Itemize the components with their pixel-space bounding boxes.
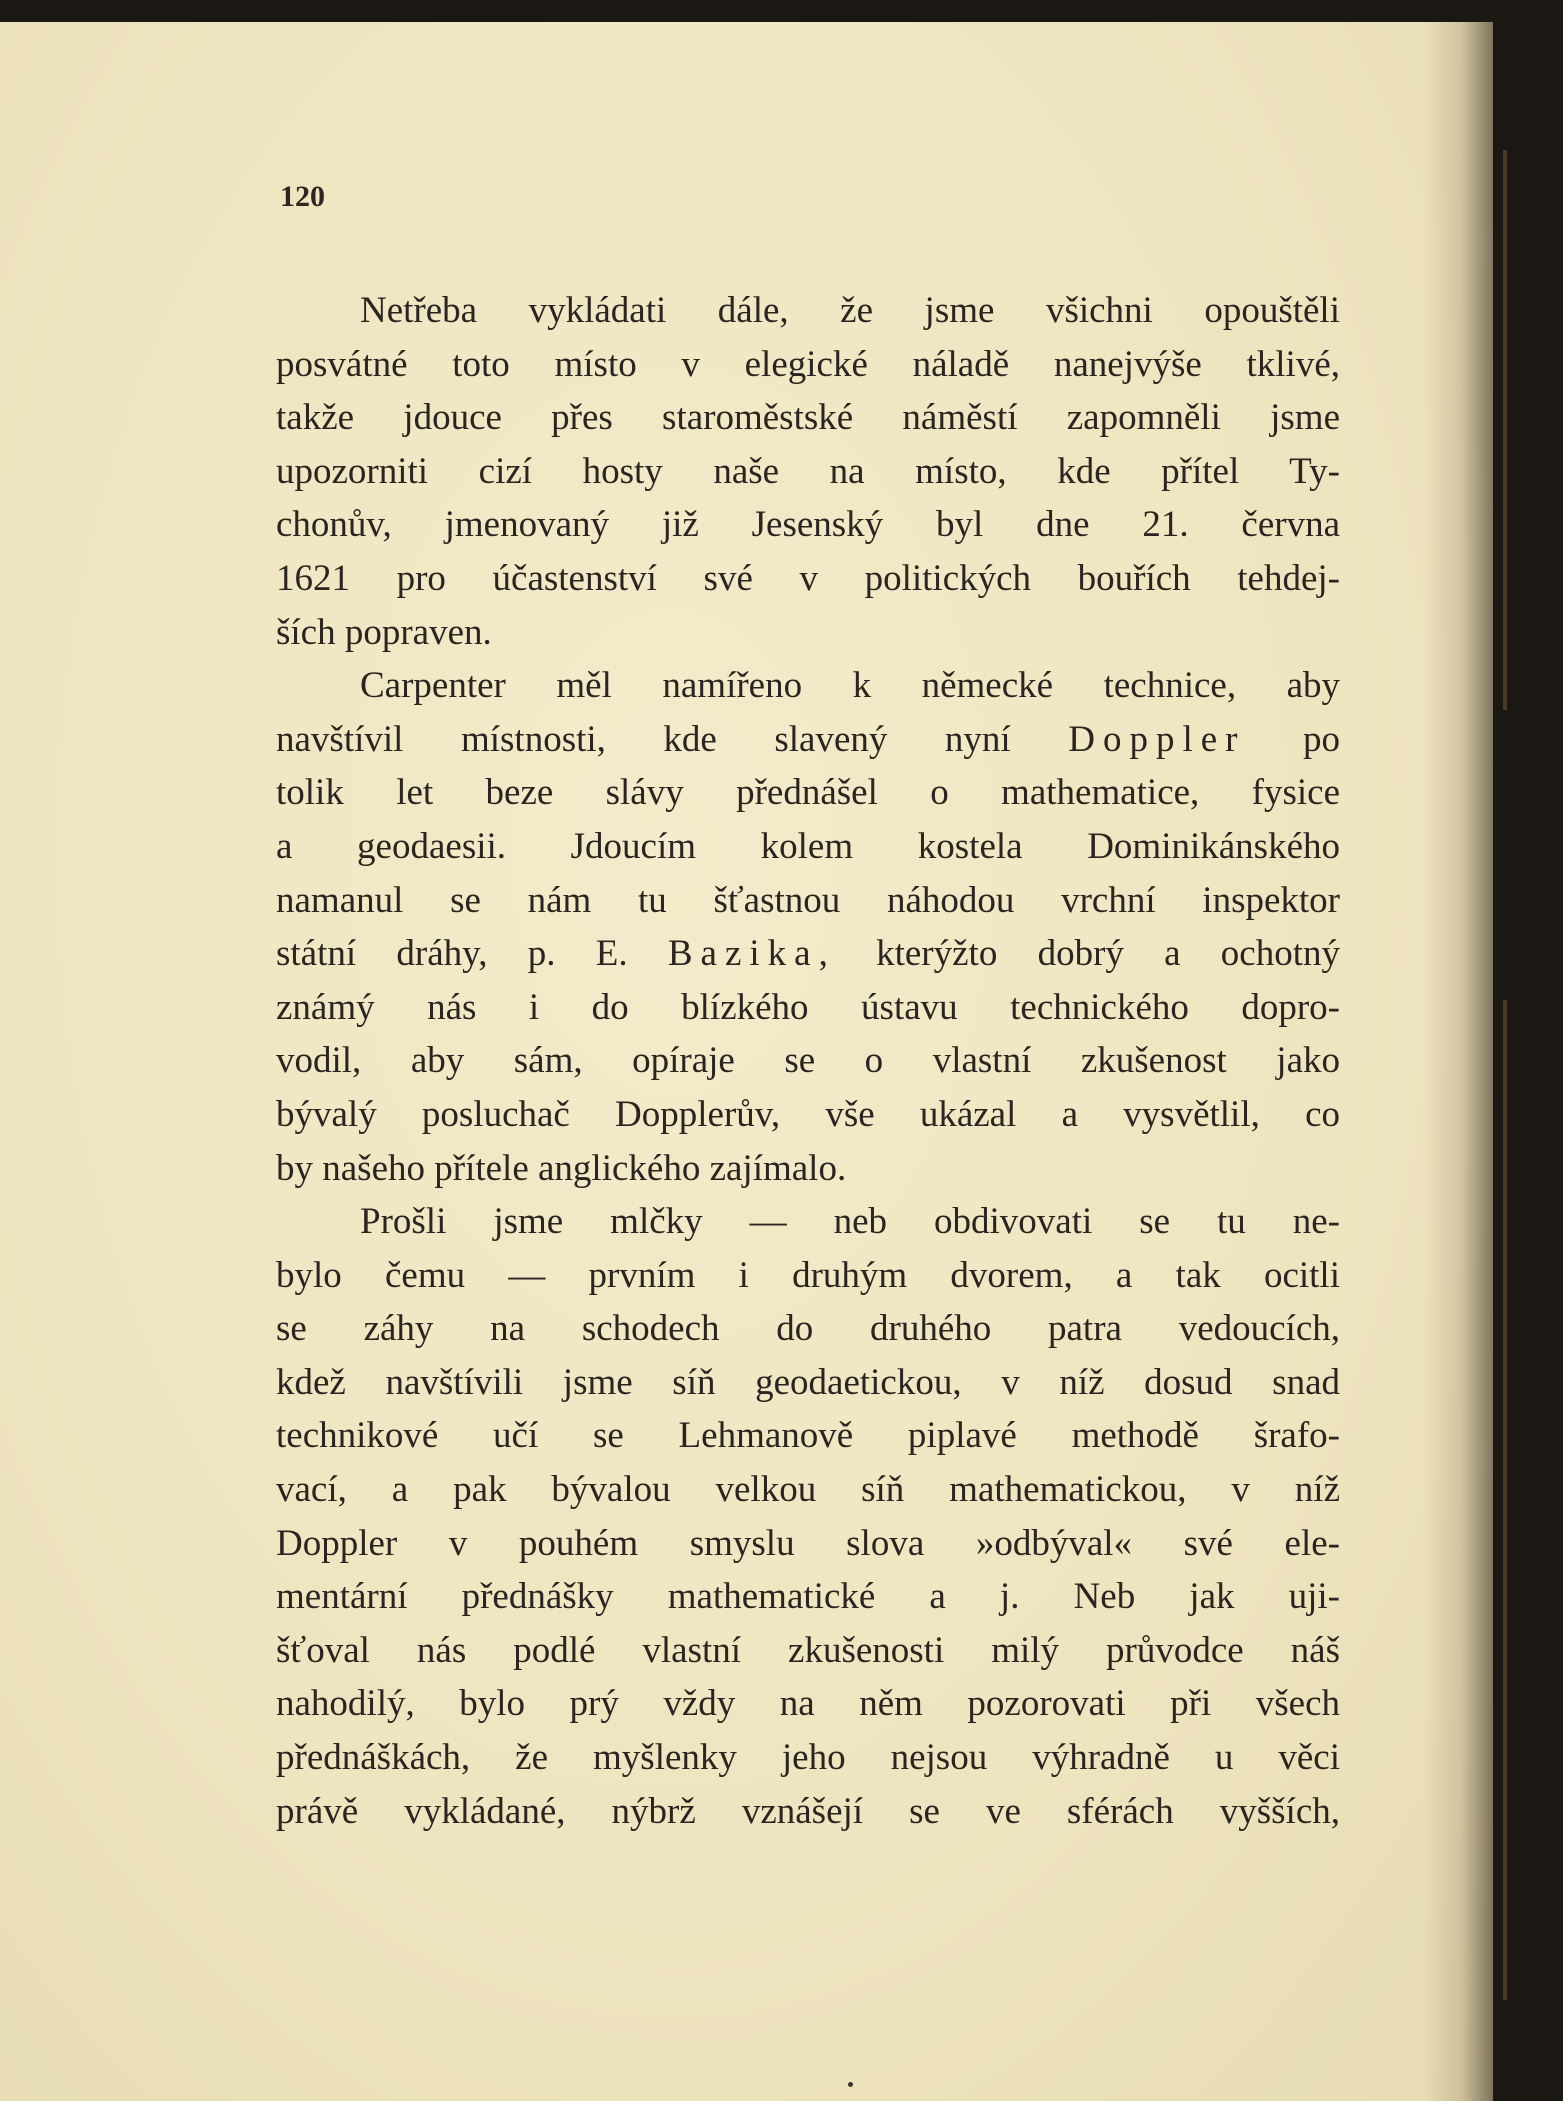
page-number: 120 (280, 180, 325, 213)
text-line: se záhy na schodech do druhého patra vedoucích, (276, 1308, 1340, 1350)
text-line: vodil, aby sám, opíraje se o vlastní zkušenost jako (276, 1040, 1340, 1082)
text-line: by našeho přítele anglického zajímalo. (276, 1147, 847, 1189)
text-line: kdež navštívili jsme síň geodaetickou, v níž dosud snad (276, 1361, 1340, 1403)
text-fragment: po (1303, 718, 1341, 760)
text-line: Carpenter měl namířeno k německé technice, aby (360, 665, 1340, 707)
text-fragment: navštívil místnosti, kde slavený nyní (276, 718, 1011, 760)
text-line: šťoval nás podlé vlastní zkušenosti milý průvodce náš (276, 1629, 1340, 1671)
text-line: tolik let beze slávy přednášel o mathematice, fysice (276, 772, 1340, 814)
text-line: mentární přednášky mathematické a j. Neb jak uji- (276, 1576, 1340, 1618)
binding-edge-line (1503, 150, 1507, 710)
text-line: namanul se nám tu šťastnou náhodou vrchní inspektor (276, 879, 1340, 921)
body-text (276, 284, 1340, 1838)
text-fragment: kterýžto dobrý a ochotný (876, 933, 1341, 975)
spaced-name-doppler: Doppler (1068, 718, 1246, 760)
text-line-with-spaced-name (276, 927, 1340, 981)
text-line: technikové učí se Lehmanově piplavé methodě šrafo- (276, 1415, 1340, 1457)
text-line: Prošli jsme mlčky — neb obdivovati se tu ne- (360, 1201, 1340, 1243)
text-line: známý nás i do blízkého ústavu technického dopro- (276, 986, 1340, 1028)
binding-edge-line (1503, 1000, 1507, 2000)
text-line: takže jdouce přes staroměstské náměstí zapomněli jsme (276, 397, 1340, 439)
spine-shadow (1423, 22, 1493, 2101)
text-line: přednáškách, že myšlenky jeho nejsou výhradně u věci (276, 1737, 1340, 1779)
page-paper (0, 22, 1493, 2101)
text-line: právě vykládané, nýbrž vznášejí se ve sférách vyšších, (276, 1790, 1340, 1832)
text-line: Doppler v pouhém smyslu slova »odbýval« své ele- (276, 1522, 1340, 1564)
text-line: ších popraven. (276, 611, 492, 653)
text-line: Netřeba vykládati dále, že jsme všichni opouštěli (360, 290, 1340, 331)
text-line-with-spaced-name (276, 713, 1340, 767)
text-line: chonův, jmenovaný již Jesenský byl dne 21. června (276, 504, 1340, 546)
spaced-name-bazika: Bazika, (667, 933, 836, 975)
text-line: nahodilý, bylo prý vždy na něm pozorovati při všech (276, 1683, 1340, 1725)
text-line: bylo čemu — prvním i druhým dvorem, a tak ocitli (276, 1254, 1340, 1296)
text-line: posvátné toto místo v elegické náladě nanejvýše tklivé, (276, 343, 1340, 385)
text-line: vací, a pak bývalou velkou síň mathematickou, v níž (276, 1469, 1340, 1511)
print-speck (848, 2082, 853, 2087)
text-line: bývalý posluchač Dopplerův, vše ukázal a vysvětlil, co (276, 1093, 1340, 1135)
text-fragment: státní dráhy, p. E. (276, 933, 628, 975)
text-line: upozorniti cizí hosty naše na místo, kde přítel Ty- (276, 450, 1340, 492)
text-line: a geodaesii. Jdoucím kolem kostela Dominikánského (276, 825, 1340, 867)
text-line: 1621 pro účastenství své v politických bouřích tehdej- (276, 557, 1340, 599)
